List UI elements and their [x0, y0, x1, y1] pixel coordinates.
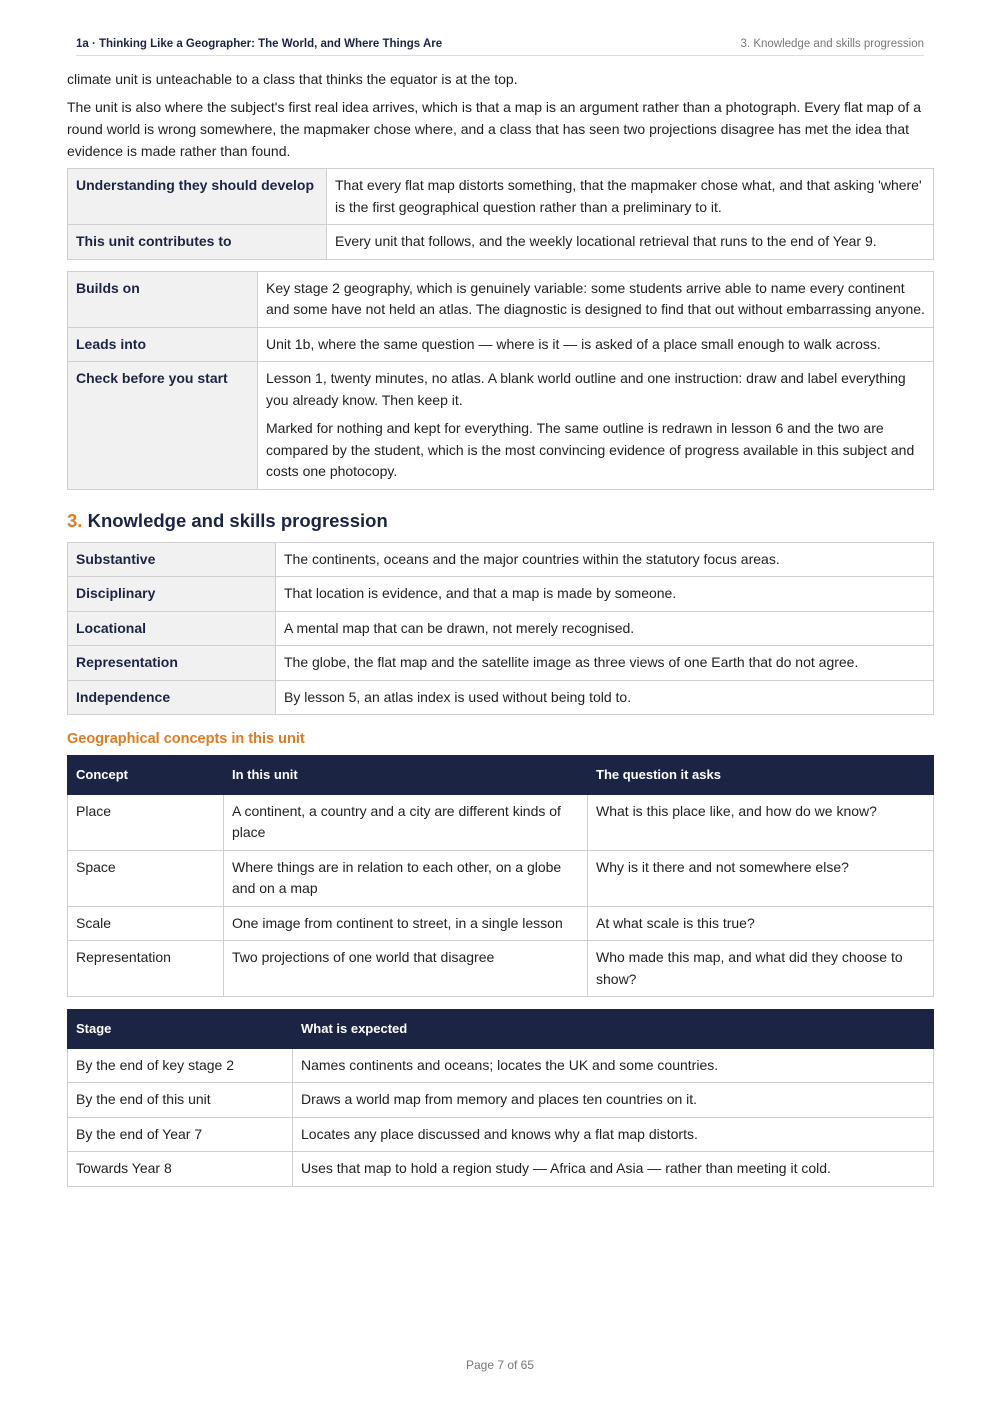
row-value: That location is evidence, and that a map is made by someone. — [276, 577, 934, 612]
row-label: Locational — [68, 611, 276, 646]
row-value — [258, 362, 934, 490]
row-label: This unit contributes to — [68, 225, 327, 260]
table-row — [68, 577, 934, 612]
page-content — [67, 68, 934, 1187]
concepts-table — [67, 755, 934, 997]
row-label: Independence — [68, 680, 276, 715]
row-label: Substantive — [68, 542, 276, 577]
understanding-table — [67, 168, 934, 260]
column-header: The question it asks — [588, 756, 934, 795]
expected-cell: Draws a world map from memory and places ten countries on it. — [293, 1083, 934, 1118]
check-paragraph-1: Lesson 1, twenty minutes, no atlas. A blank world outline and one instruction: draw and label everything you already know. Then keep it. — [266, 370, 906, 408]
row-value: That every flat map distorts something, that the mapmaker chose what, and that asking 'where' is the first geographical question rather than a preliminary to it. — [327, 169, 934, 225]
table-row — [68, 542, 934, 577]
section-heading — [67, 510, 934, 532]
section-heading-text: Knowledge and skills progression — [87, 509, 388, 531]
row-value: Key stage 2 geography, which is genuinely variable: some students arrive able to name every continent and some have not held an atlas. The diagnostic is designed to find that out without embarrassing anyone. — [258, 271, 934, 327]
table-row — [68, 680, 934, 715]
row-label: Disciplinary — [68, 577, 276, 612]
intro-paragraph-1: climate unit is unteachable to a class that thinks the equator is at the top. — [67, 71, 518, 87]
stage-cell: Towards Year 8 — [68, 1152, 293, 1187]
column-header: Stage — [68, 1010, 293, 1049]
column-header: What is expected — [293, 1010, 934, 1049]
section-title-header: 3. Knowledge and skills progression — [740, 38, 924, 50]
table-header-row — [68, 1010, 934, 1049]
unit-cell: Where things are in relation to each other, on a globe and on a map — [224, 850, 588, 906]
table-row — [68, 611, 934, 646]
check-paragraph-2: Marked for nothing and kept for everything. The same outline is redrawn in lesson 6 and the two are compared by the student, which is the most convincing evidence of progress available in this subject and costs one photocopy. — [266, 420, 915, 479]
unit-cell: One image from continent to street, in a single lesson — [224, 906, 588, 941]
row-label: Leads into — [68, 327, 258, 362]
unit-cell: Two projections of one world that disagree — [224, 941, 588, 997]
table-row — [68, 271, 934, 327]
unit-cell: A continent, a country and a city are different kinds of place — [224, 794, 588, 850]
table-row — [68, 362, 934, 490]
table-row — [68, 1117, 934, 1152]
section-number: 3. — [67, 509, 83, 531]
column-header: In this unit — [224, 756, 588, 795]
table-row — [68, 906, 934, 941]
row-label: Representation — [68, 646, 276, 681]
stage-cell: By the end of key stage 2 — [68, 1048, 293, 1083]
concept-cell: Place — [68, 794, 224, 850]
table-row — [68, 327, 934, 362]
question-cell: Who made this map, and what did they choose to show? — [588, 941, 934, 997]
row-value: A mental map that can be drawn, not merely recognised. — [276, 611, 934, 646]
expected-cell: Locates any place discussed and knows why a flat map distorts. — [293, 1117, 934, 1152]
concepts-heading: Geographical concepts in this unit — [67, 731, 305, 747]
intro-paragraph-2: The unit is also where the subject's first real idea arrives, which is that a map is an argument rather than a photograph. Every flat map of a round world is wrong somewhere, the mapmaker chose where, and a class that has seen two projections disagree has met the idea that evidence is made rather than found. — [67, 99, 921, 159]
row-value: Every unit that follows, and the weekly locational retrieval that runs to the end of Year 9. — [327, 225, 934, 260]
page-number: Page 7 of 65 — [465, 1358, 535, 1372]
column-header: Concept — [68, 756, 224, 795]
table-header-row — [68, 756, 934, 795]
row-label: Check before you start — [68, 362, 258, 490]
expected-cell: Names continents and oceans; locates the UK and some countries. — [293, 1048, 934, 1083]
table-row — [68, 225, 934, 260]
table-row — [68, 1152, 934, 1187]
knowledge-table — [67, 542, 934, 716]
question-cell: What is this place like, and how do we know? — [588, 794, 934, 850]
context-table — [67, 271, 934, 490]
row-value: The continents, oceans and the major countries within the statutory focus areas. — [276, 542, 934, 577]
row-value: The globe, the flat map and the satellite image as three views of one Earth that do not agree. — [276, 646, 934, 681]
stage-cell: By the end of this unit — [68, 1083, 293, 1118]
concept-cell: Scale — [68, 906, 224, 941]
table-row — [68, 794, 934, 850]
table-row — [68, 1083, 934, 1118]
table-row — [68, 850, 934, 906]
row-value: Unit 1b, where the same question — where is it — is asked of a place small enough to walk across. — [258, 327, 934, 362]
expected-cell: Uses that map to hold a region study — Africa and Asia — rather than meeting it cold. — [293, 1152, 934, 1187]
document-title: 1a · Thinking Like a Geographer: The World, and Where Things Are — [76, 38, 443, 50]
table-row — [68, 1048, 934, 1083]
table-row — [68, 169, 934, 225]
row-label: Builds on — [68, 271, 258, 327]
running-header — [76, 38, 924, 56]
concept-cell: Space — [68, 850, 224, 906]
row-label: Understanding they should develop — [68, 169, 327, 225]
row-value: By lesson 5, an atlas index is used without being told to. — [276, 680, 934, 715]
stages-table — [67, 1009, 934, 1187]
concept-cell: Representation — [68, 941, 224, 997]
stage-cell: By the end of Year 7 — [68, 1117, 293, 1152]
table-row — [68, 941, 934, 997]
table-row — [68, 646, 934, 681]
question-cell: At what scale is this true? — [588, 906, 934, 941]
question-cell: Why is it there and not somewhere else? — [588, 850, 934, 906]
